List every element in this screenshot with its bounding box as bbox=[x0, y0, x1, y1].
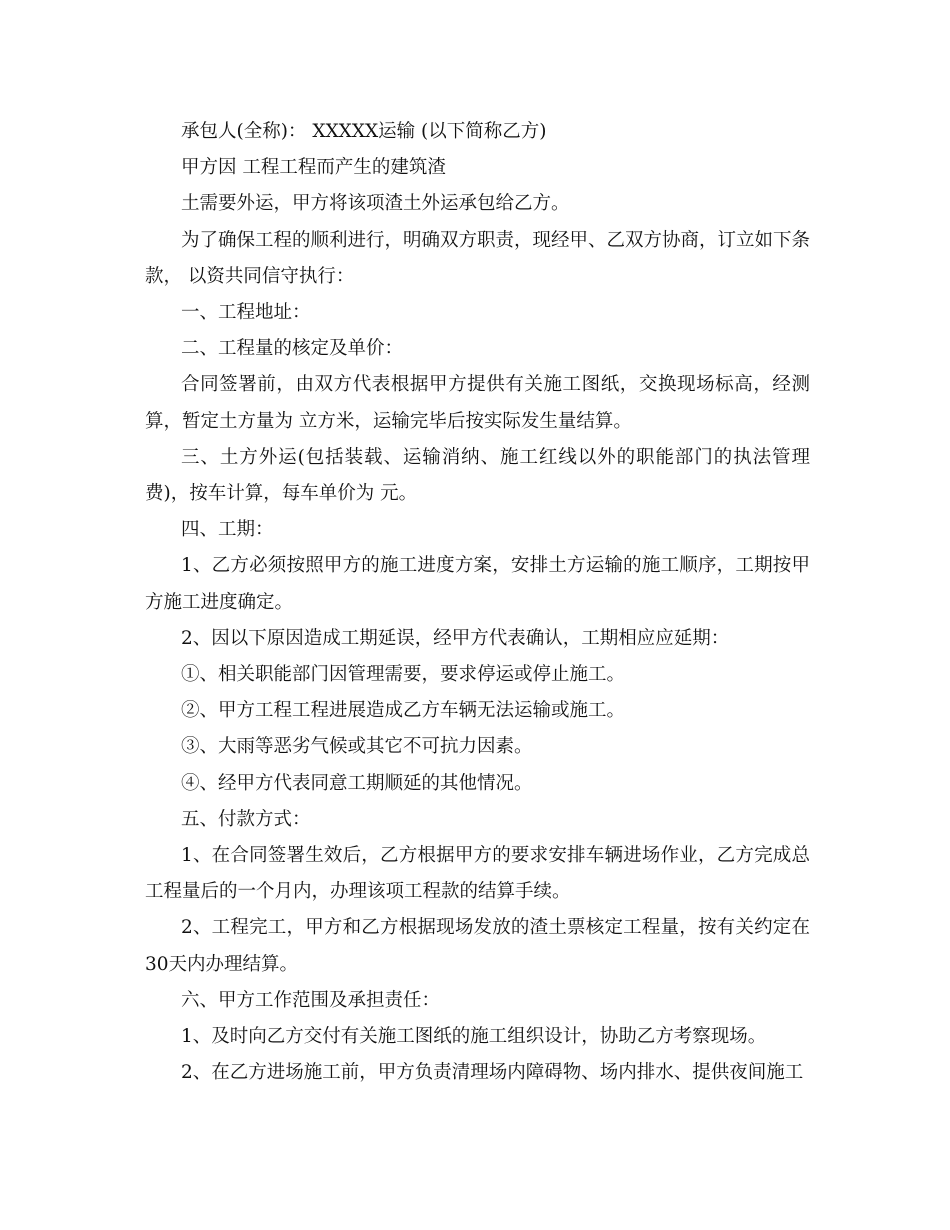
paragraph-party-a-2: 2、在乙方进场施工前，甲方负责清理场内障碍物、场内排水、提供夜间施工 bbox=[181, 1062, 804, 1084]
paragraph-schedule-2: 2、因以下原因造成工期延误，经甲方代表确认，工期相应应延期： bbox=[181, 627, 730, 649]
paragraph-purpose: 为了确保工程的顺利进行，明确双方职责，现经甲、乙双方协商，订立如下条款， 以资共同信守执行： bbox=[145, 229, 811, 287]
paragraph-outsourcing: 土需要外运，甲方将该项渣土外运承包给乙方。 bbox=[181, 193, 570, 215]
list-item-delay-3: ③、大雨等恶劣气候或其它不可抗力因素。 bbox=[181, 736, 533, 758]
paragraph-unit-price: 三、土方外运(包括装载、运输消纳、施工红线以外的职能部门的执法管理费)，按车计算，每车单价为 元。 bbox=[145, 446, 810, 505]
heading-quantity-price: 二、工程量的核定及单价： bbox=[181, 338, 404, 360]
document-body bbox=[145, 114, 810, 1091]
paragraph-payment-1: 1、在合同签署生效后，乙方根据甲方的要求安排车辆进场作业，乙方完成总工程量后的一个月内，办理该项工程款的结算手续。 bbox=[145, 845, 810, 903]
list-item-delay-1: ①、相关职能部门因管理需要，要求停运或停止施工。 bbox=[181, 664, 626, 686]
list-item-delay-2: ②、甲方工程工程进展造成乙方车辆无法运输或施工。 bbox=[181, 700, 626, 722]
paragraph-contractor: 承包人(全称)： XXXXX运输 (以下简称乙方) bbox=[181, 121, 547, 142]
heading-party-a-scope: 六、甲方工作范围及承担责任： bbox=[181, 989, 441, 1011]
paragraph-project-intro: 甲方因 工程工程而产生的建筑渣 bbox=[181, 157, 446, 179]
paragraph-payment-2: 2、工程完工，甲方和乙方根据现场发放的渣土票核定工程量，按有关约定在30天内办理结算。 bbox=[145, 917, 810, 975]
heading-project-address: 一、工程地址： bbox=[181, 302, 311, 324]
paragraph-party-a-1: 1、及时向乙方交付有关施工图纸的施工组织设计，协助乙方考察现场。 bbox=[181, 1026, 767, 1048]
heading-schedule: 四、工期： bbox=[181, 519, 274, 541]
list-item-delay-4: ④、经甲方代表同意工期顺延的其他情况。 bbox=[181, 772, 533, 794]
heading-payment: 五、付款方式： bbox=[181, 808, 311, 830]
paragraph-schedule-1: 1、乙方必须按照甲方的施工进度方案，安排土方运输的施工顺序，工期按甲方施工进度确定。 bbox=[145, 555, 810, 613]
paragraph-quantity: 合同签署前，由双方代表根据甲方提供有关施工图纸，交换现场标高，经测算，暂定土方量为 立方米，运输完毕后按实际发生量结算。 bbox=[145, 374, 810, 432]
